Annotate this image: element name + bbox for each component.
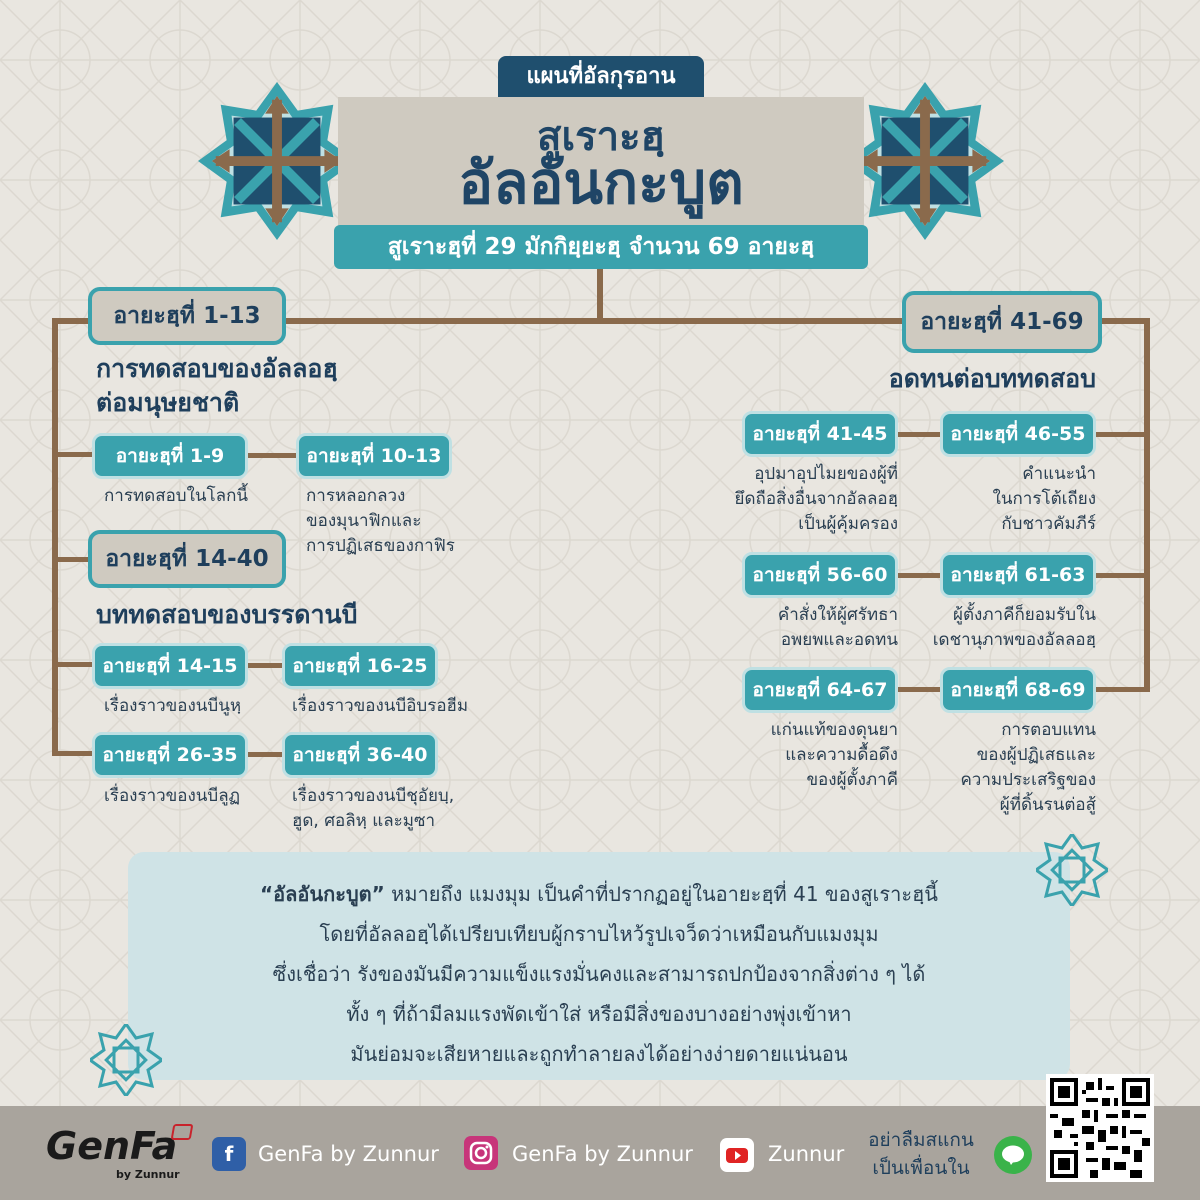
brand-logo-sub: by Zunnur — [116, 1168, 180, 1181]
section-title-2: บททดสอบของบรรดานบี — [96, 600, 358, 629]
connector-line — [896, 573, 942, 578]
note-line-1: “อัลอันกะบูต” หมายถึง แมงมุม เป็นคำที่ปรากฏอยู่ในอายะฮฺที่ 41 ของสูเราะฮฺนี้ — [260, 882, 938, 906]
section-pill-41-69: อายะฮฺที่ 41-69 — [902, 291, 1102, 353]
ayah-desc-64-67: แก่นแท้ของดุนยา และความดื้อดึง ของผู้ตั้งภาคี — [770, 720, 898, 790]
ayah-desc-56-60: คำสั่งให้ผู้ศรัทธา อพยพและอดทน — [777, 605, 898, 650]
line-cta: อย่าลืมสแกน เป็นเพื่อนใน — [868, 1129, 974, 1179]
facebook-link[interactable]: GenFa by Zunnur — [258, 1142, 439, 1166]
connector-line — [896, 687, 942, 692]
connector-line — [1094, 687, 1146, 692]
youtube-icon[interactable] — [720, 1138, 754, 1172]
connector-line — [597, 269, 603, 323]
connector-line — [52, 557, 92, 562]
connector-line — [246, 453, 298, 458]
brand-logo: GenFa — [46, 1124, 178, 1168]
ayah-desc-14-15: เรื่องราวของนบีนูหฺ — [104, 696, 242, 716]
ayah-pill-16-25: อายะฮฺที่ 16-25 — [282, 643, 438, 689]
line-icon[interactable] — [994, 1136, 1032, 1174]
connector-line — [52, 751, 92, 756]
ayah-pill-14-15: อายะฮฺที่ 14-15 — [92, 643, 248, 689]
ayah-pill-64-67: อายะฮฺที่ 64-67 — [742, 667, 898, 713]
note-line-4: ทั้ง ๆ ที่ถ้ามีลมแรงพัดเข้าใส่ หรือมีสิ่งของบางอย่างพุ่งเข้าหา — [346, 1002, 852, 1026]
section-title-3: อดทนต่อบททดสอบ — [888, 364, 1096, 393]
section-title-1-line1: การทดสอบของอัลลอฮฺ — [96, 354, 338, 383]
ayah-pill-61-63: อายะฮฺที่ 61-63 — [940, 552, 1096, 598]
ayah-desc-1-9: การทดสอบในโลกนี้ — [104, 486, 248, 506]
section-title-1-line2: ต่อมนุษยชาติ — [96, 388, 240, 417]
subtitle-badge: สูเราะฮฺที่ 29 มักกิยฺยะฮฺ จำนวน 69 อายะฮฺ — [334, 225, 868, 269]
connector-line — [1094, 573, 1146, 578]
section-pill-14-40: อายะฮฺที่ 14-40 — [88, 530, 286, 588]
section-pill-1-13: อายะฮฺที่ 1-13 — [88, 287, 286, 345]
connector-line — [52, 452, 94, 457]
note-line-2: โดยที่อัลลอฮฺได้เปรียบเทียบผู้กราบไหว้รูปเจว็ดว่าเหมือนกับแมงมุม — [319, 922, 879, 946]
connector-line — [248, 752, 284, 757]
ayah-pill-41-45: อายะฮฺที่ 41-45 — [742, 411, 898, 457]
star-ornament-right-icon — [846, 82, 1004, 240]
logo-flag-icon — [171, 1124, 194, 1140]
section-title-1 — [96, 352, 338, 420]
ayah-desc-36-40: เรื่องราวของนบีชุอัยบฺ, ฮูด, ศอลิหฺ และมูซา — [292, 786, 455, 831]
connector-line — [1094, 432, 1146, 437]
ayah-pill-1-9: อายะฮฺที่ 1-9 — [92, 433, 248, 479]
instagram-icon[interactable] — [464, 1136, 498, 1170]
connector-line — [1144, 318, 1150, 692]
star-ornament-left-icon — [198, 82, 356, 240]
ayah-pill-36-40: อายะฮฺที่ 36-40 — [282, 732, 438, 778]
ayah-desc-61-63: ผู้ตั้งภาคีก็ยอมรับใน เดชานุภาพของอัลลอฮฺ — [932, 605, 1096, 650]
connector-line — [896, 432, 942, 437]
ayah-pill-56-60: อายะฮฺที่ 56-60 — [742, 552, 898, 598]
ayah-desc-41-45: อุปมาอุปไมยของผู้ที่ ยึดถือสิ่งอื่นจากอัลลอฮฺ เป็นผู้คุ้มครอง — [734, 464, 898, 534]
ayah-pill-46-55: อายะฮฺที่ 46-55 — [940, 411, 1096, 457]
note-line-5: มันย่อมจะเสียหายและถูกทำลายลงได้อย่างง่ายดายแน่นอน — [350, 1042, 848, 1066]
qr-code[interactable] — [1046, 1074, 1154, 1182]
youtube-link[interactable]: Zunnur — [768, 1142, 845, 1166]
facebook-icon[interactable]: f — [212, 1137, 246, 1171]
ayah-desc-68-69: การตอบแทน ของผู้ปฏิเสธและ ความประเสริฐของ ผู้ที่ดิ้นรนต่อสู้ — [960, 720, 1096, 815]
ayah-pill-10-13: อายะฮฺที่ 10-13 — [296, 433, 452, 479]
connector-line — [248, 663, 284, 668]
connector-line — [52, 662, 92, 667]
ayah-desc-26-35: เรื่องราวของนบีลูฏ — [104, 786, 241, 806]
ayah-desc-46-55: คำแนะนำ ในการโต้เถียง กับชาวคัมภีร์ — [992, 464, 1096, 534]
ayah-pill-68-69: อายะฮฺที่ 68-69 — [940, 667, 1096, 713]
ayah-desc-16-25: เรื่องราวของนบีอิบรอฮีม — [292, 696, 469, 716]
note-line-3: ซึ่งเชื่อว่า รังของมันมีความแข็งแรงมั่นคงและสามารถปกป้องจากสิ่งต่าง ๆ ได้ — [272, 962, 926, 986]
instagram-link[interactable]: GenFa by Zunnur — [512, 1142, 693, 1166]
ayah-desc-10-13: การหลอกลวง ของมุนาฟิกและ การปฏิเสธของกาฟิร — [306, 486, 455, 556]
connector-line — [52, 318, 58, 756]
title-name: อัลอันกะบูต — [458, 149, 744, 217]
ayah-pill-26-35: อายะฮฺที่ 26-35 — [92, 732, 248, 778]
title-surah: สูเราะฮฺ — [537, 114, 665, 160]
map-tag: แผนที่อัลกุรอาน — [498, 56, 704, 98]
